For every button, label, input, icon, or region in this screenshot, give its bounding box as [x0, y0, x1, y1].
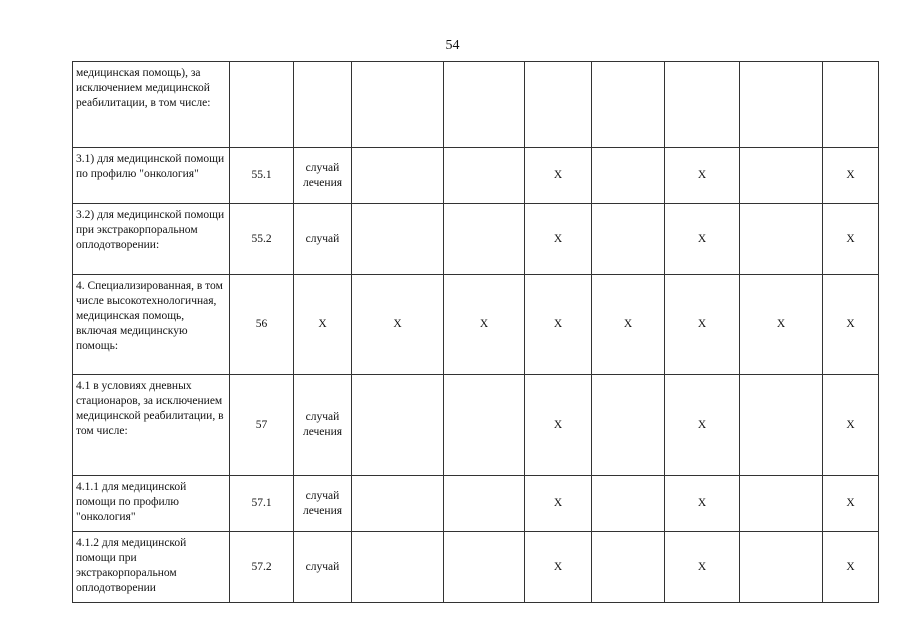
row-description: 3.1) для медицинской помощи по профилю "онкология": [73, 148, 230, 204]
row-description: 4.1 в условиях дневных стационаров, за исключением медицинской реабилитации, в том числе:: [73, 375, 230, 476]
table-cell: [592, 375, 665, 476]
row-description: 4.1.1 для медицинской помощи по профилю "онкология": [73, 476, 230, 532]
table-cell: [740, 375, 823, 476]
table-cell: [352, 532, 444, 603]
row-description: 4.1.2 для медицинской помощи при экстракорпоральном оплодотворении: [73, 532, 230, 603]
table-cell: X: [352, 275, 444, 375]
table-row: [73, 476, 879, 532]
table-cell: X: [823, 275, 879, 375]
table-cell: X: [823, 476, 879, 532]
table-cell: [592, 476, 665, 532]
row-unit: случай лечения: [294, 375, 352, 476]
table-cell: [352, 476, 444, 532]
table-cell: [592, 148, 665, 204]
table-cell: X: [823, 532, 879, 603]
row-unit: случай лечения: [294, 148, 352, 204]
table-cell: X: [525, 375, 592, 476]
table-cell: [444, 532, 525, 603]
table-cell: [740, 476, 823, 532]
table-cell: X: [525, 275, 592, 375]
table-cell: [352, 148, 444, 204]
table-cell: X: [665, 375, 740, 476]
table-row: [73, 532, 879, 603]
table-cell: X: [665, 275, 740, 375]
row-unit: случай: [294, 532, 352, 603]
row-description: 3.2) для медицинской помощи при экстракорпоральном оплодотворении:: [73, 204, 230, 275]
table-cell: X: [525, 476, 592, 532]
table-row: [73, 275, 879, 375]
table-cell: [823, 62, 879, 148]
row-number: 57.2: [230, 532, 294, 603]
table-cell: X: [823, 204, 879, 275]
table-cell: [444, 148, 525, 204]
table-cell: [592, 532, 665, 603]
row-description: медицинская помощь), за исключением медицинской реабилитации, в том числе:: [73, 62, 230, 148]
table-cell: [592, 62, 665, 148]
page-number: 54: [445, 38, 460, 53]
table-cell: [592, 204, 665, 275]
table-cell: [352, 204, 444, 275]
table-cell: [740, 204, 823, 275]
table-cell: [665, 62, 740, 148]
row-number: 55.1: [230, 148, 294, 204]
row-number: [230, 62, 294, 148]
table-cell: [740, 62, 823, 148]
table-cell: X: [592, 275, 665, 375]
row-unit: X: [294, 275, 352, 375]
table-row: [73, 62, 879, 148]
row-number: 56: [230, 275, 294, 375]
table-cell: [444, 62, 525, 148]
table-cell: [352, 375, 444, 476]
row-number: 55.2: [230, 204, 294, 275]
table-cell: X: [665, 532, 740, 603]
row-unit: [294, 62, 352, 148]
table-cell: [444, 375, 525, 476]
table-cell: X: [823, 375, 879, 476]
table-cell: X: [665, 148, 740, 204]
table-cell: X: [665, 204, 740, 275]
table-cell: [444, 204, 525, 275]
row-unit: случай: [294, 204, 352, 275]
row-unit: случай лечения: [294, 476, 352, 532]
row-number: 57.1: [230, 476, 294, 532]
table-cell: X: [740, 275, 823, 375]
table-cell: X: [665, 476, 740, 532]
row-number: 57: [230, 375, 294, 476]
table-cell: X: [444, 275, 525, 375]
table-cell: X: [525, 532, 592, 603]
table-cell: X: [525, 204, 592, 275]
table-cell: X: [823, 148, 879, 204]
table-row: [73, 148, 879, 204]
data-table: [72, 61, 879, 603]
table-row: [73, 204, 879, 275]
table-cell: [444, 476, 525, 532]
table-cell: [740, 148, 823, 204]
table-cell: X: [525, 148, 592, 204]
row-description: 4. Специализированная, в том числе высокотехнологичная, медицинская помощь, включая медицинскую помощь:: [73, 275, 230, 375]
table-cell: [352, 62, 444, 148]
table-row: [73, 375, 879, 476]
table-cell: [740, 532, 823, 603]
table-cell: [525, 62, 592, 148]
